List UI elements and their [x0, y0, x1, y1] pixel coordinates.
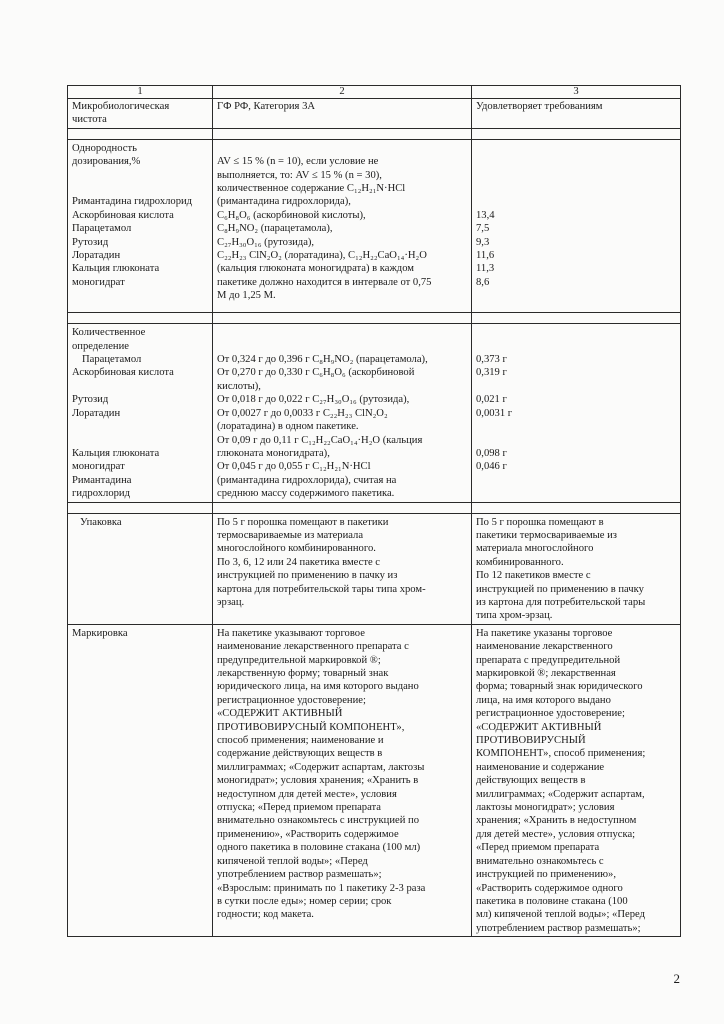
uniformity-label: Однородность дозирования,% Римантадина гидрохлорид Аскорбиновая кислота Парацетамол Рутозид Лоратадин Кальция глюконата моногидрат [68, 139, 213, 312]
row-marking [68, 624, 681, 936]
uniformity-spec: AV ≤ 15 % (n = 10), если условие не выполняется, то: AV ≤ 15 % (n = 30), количественное содержание C₁₂H₂₁N·HCl (римантадина гидрохлорида), C₆H₈O₆ (аскорбиновой кислоты), C₈H₉NO₂ (парацетамола), C₂₇H₃₀O₁₆ (рутозида), C₂₂H₂₃ ClN₂O₂ (лоратадина), C₁₂H₂₂CaO₁₄·H₂O (кальция глюконата моногидрата) в каждом пакетике должно находится в интервале от 0,75 М до 1,25 М. [213, 139, 472, 312]
header-row [68, 86, 681, 99]
specification-table [67, 85, 681, 937]
marking-result: На пакетике указаны торговое наименование лекарственного препарата с предупредительной маркировкой ®; лекарственная форма; товарный знак юридического лица, на имя которого выдано регистрационное удостоверение; «СОДЕРЖИТ АКТИВНЫЙ ПРОТИВОВИРУСНЫЙ КОМПОНЕНТ», способ применения; наименование и содержание действующих веществ в миллиграммах; «Содержит аспартам, лактозы моногидрат»; условия хранения; «Хранить в недоступном для детей месте», условия отпуска; «Перед приемом препарата внимательно ознакомьтесь с инструкцией по применению», «Растворить содержимое одного пакетика в половине стакана (100 мл) кипяченой теплой воды»; «Перед употреблением раствор размешать»; [472, 624, 681, 936]
spacer-row [68, 128, 681, 139]
marking-spec: На пакетике указывают торговое наименование лекарственного препарата с предупредительной маркировкой ®; лекарственную форму; товарный знак юридического лица, на имя которого выдано регистрационное удостоверение; «СОДЕРЖИТ АКТИВНЫЙ ПРОТИВОВИРУСНЫЙ КОМПОНЕНТ», способ применения; наименование и содержание действующих веществ в миллиграммах; «Содержит аспартам, лактозы моногидрат»; условия хранения; «Хранить в недоступном для детей месте», условия отпуска; «Перед приемом препарата внимательно ознакомьтесь с инструкцией по применению», «Растворить содержимое одного пакетика в половине стакана (100 мл) кипяченой теплой воды»; «Перед употреблением раствор размешать»; «Взрослым: принимать по 1 пакетику 2-3 раза в сутки после еды»; номер серии; срок годности; код макета. [213, 624, 472, 936]
micro-result: Удовлетворяет требованиям [472, 99, 681, 129]
micro-spec: ГФ РФ, Категория 3А [213, 99, 472, 129]
uniformity-results: 13,4 7,5 9,3 11,6 11,3 8,6 [472, 139, 681, 312]
row-packaging [68, 513, 681, 624]
packaging-label: Упаковка [68, 513, 213, 624]
micro-label: Микробиологическая чистота [68, 99, 213, 129]
marking-label: Маркировка [68, 624, 213, 936]
header-col-3: 3 [472, 86, 681, 99]
packaging-spec: По 5 г порошка помещают в пакетики термосвариваемые из материала многослойного комбинированного. По 3, 6, 12 или 24 пакетика вместе с инструкцией по применению в пачку из картона для потребительской тары типа хром- эрзац. [213, 513, 472, 624]
assay-label: Количественное определение Парацетамол Аскорбиновая кислота Рутозид Лоратадин Кальция глюконата моногидрат Римантадина гидрохлорид [68, 324, 213, 502]
row-dosage-uniformity [68, 139, 681, 312]
header-col-2: 2 [213, 86, 472, 99]
row-assay [68, 324, 681, 502]
assay-results: 0,373 г 0,319 г 0,021 г 0,0031 г 0,098 г 0,046 г [472, 324, 681, 502]
header-col-1: 1 [68, 86, 213, 99]
spacer-row [68, 502, 681, 513]
assay-spec: От 0,324 г до 0,396 г C₈H₉NO₂ (парацетамола), От 0,270 г до 0,330 г C₆H₈O₆ (аскорбиновой кислоты), От 0,018 г до 0,022 г C₂₇H₃₀O₁₆ (рутозида), От 0,0027 г до 0,0033 г C₂₂H₂₃ ClN₂O₂ (лоратадина) в одном пакетике. От 0,09 г до 0,11 г C₁₂H₂₂CaO₁₄·H₂O (кальция глюконата моногидрата), От 0,045 г до 0,055 г C₁₂H₂₁N·HCl (римантадина гидрохлорида), считая на среднюю массу содержимого пакетика. [213, 324, 472, 502]
packaging-result: По 5 г порошка помещают в пакетики термосвариваемые из материала многослойного комбинированного. По 12 пакетиков вместе с инструкцией по применению в пачку из картона для потребительской тары типа хром-эрзац. [472, 513, 681, 624]
page-number: 2 [673, 971, 680, 986]
spacer-row [68, 313, 681, 324]
row-microbiological-purity [68, 99, 681, 129]
